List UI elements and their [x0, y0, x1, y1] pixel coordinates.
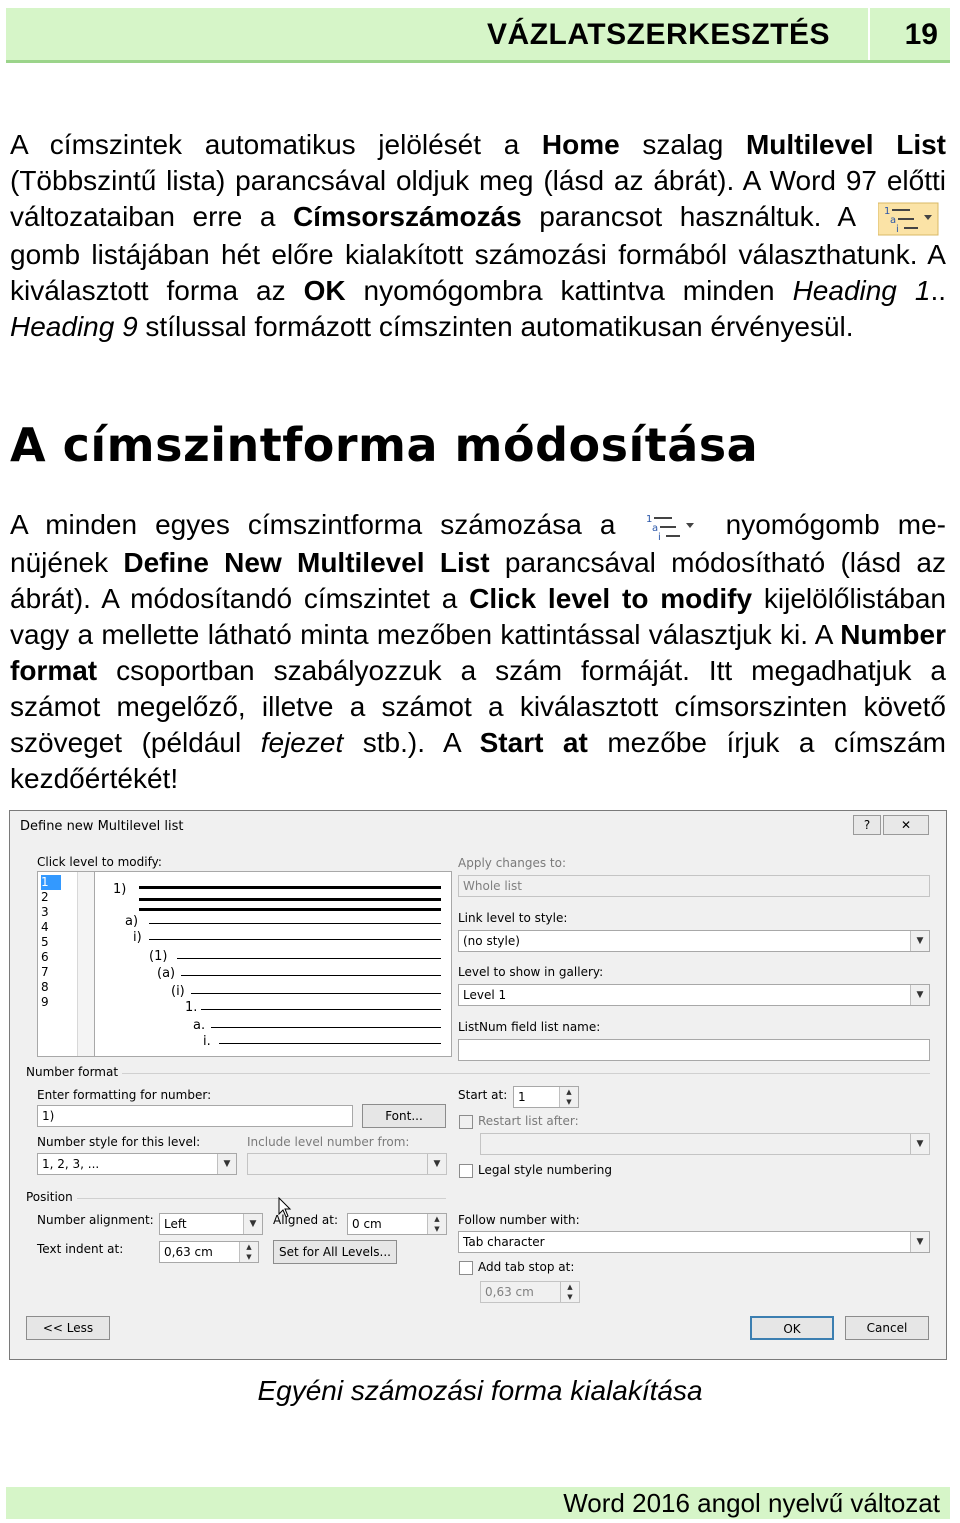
text: A minden egyes címszintforma számozása a	[10, 509, 634, 540]
preview-label: a.	[193, 1018, 206, 1033]
intro-paragraph	[10, 127, 946, 345]
text: stb.). A	[343, 726, 480, 758]
link-level-label: Link level to style:	[458, 911, 568, 925]
preview-label: 1.	[185, 1000, 198, 1015]
preview-line	[139, 908, 441, 911]
text-indent-label: Text indent at:	[37, 1242, 124, 1256]
svg-text:1: 1	[884, 205, 891, 217]
text: (Többszintű lista) parancsával oldjuk meg (lásd az ábrát). A Word 97 előtti változataiban erre a	[10, 165, 946, 232]
text: A címszintek automatikus jelölését a	[10, 129, 542, 160]
svg-text:i: i	[896, 223, 899, 235]
text: stílussal formázott címszinten automatikusan érvényesül.	[137, 310, 854, 342]
page-number: 19	[904, 18, 938, 51]
level-list[interactable]	[37, 871, 95, 1057]
italic-text: fejezet	[260, 726, 344, 758]
field-value: Whole list	[463, 879, 522, 893]
bold-text: Multilevel List	[745, 129, 946, 160]
alignment-dropdown[interactable]	[159, 1213, 263, 1235]
preview-label: (a)	[157, 966, 176, 981]
italic-text: Heading 9	[10, 310, 138, 342]
field-value: (no style)	[463, 934, 520, 948]
add-tab-stop-spinner	[480, 1281, 580, 1303]
preview-line	[219, 1043, 441, 1044]
text: nyomógombra kattintva minden	[345, 274, 793, 306]
level-list-scrollbar[interactable]	[77, 872, 94, 1056]
position-divider	[26, 1198, 446, 1199]
gallery-level-label: Level to show in gallery:	[458, 965, 604, 979]
follow-number-label: Follow number with:	[458, 1213, 580, 1227]
number-format-group-label: Number format	[26, 1065, 122, 1079]
link-level-dropdown[interactable]	[458, 930, 930, 952]
chevron-down-icon[interactable]: ▼	[910, 985, 929, 1005]
chevron-down-icon[interactable]: ▼	[910, 1232, 929, 1252]
number-style-label: Number style for this level:	[37, 1135, 201, 1149]
level-item[interactable]: 1	[41, 875, 61, 890]
field-value: 0 cm	[352, 1217, 382, 1231]
cancel-button[interactable]: Cancel	[845, 1316, 929, 1340]
aligned-at-spinner[interactable]	[347, 1213, 447, 1235]
chevron-down-icon: ▼	[427, 1154, 446, 1174]
preview-label: a)	[125, 914, 139, 929]
restart-list-dropdown	[480, 1133, 930, 1155]
position-group-label: Position	[26, 1190, 77, 1204]
text: parancsával módosítható (lásd az ábrát). A módosítandó címszintet a	[10, 546, 946, 614]
text: csoportban szabályozzuk a szám formáját. Itt megadhatjuk a számot megelőző, illetve a számot a kiválasztott címsorszinten követő szöveget (például	[10, 654, 946, 758]
text: gomb listájában hét előre kialakított számozási formából választhatunk. A kiválasztott forma az	[10, 238, 946, 306]
level-item[interactable]: 2	[41, 890, 49, 904]
preview-box[interactable]	[94, 871, 452, 1057]
define-multilevel-list-dialog	[9, 810, 947, 1360]
figure-caption: Egyéni számozási forma kialakítása	[257, 1375, 703, 1406]
svg-text:a: a	[651, 522, 658, 534]
svg-text:1: 1	[645, 513, 652, 525]
multilevel-list-icon	[640, 509, 702, 545]
bold-text: Home	[541, 129, 620, 160]
apply-changes-field	[458, 875, 930, 897]
preview-line	[211, 1027, 441, 1028]
text: nyomógomb menüjének	[10, 509, 946, 578]
svg-text:a: a	[890, 214, 897, 226]
listnum-field[interactable]	[458, 1039, 930, 1061]
chevron-down-icon[interactable]: ▼	[243, 1214, 262, 1234]
listnum-label: ListNum field list name:	[458, 1020, 601, 1034]
level-item[interactable]: 5	[41, 935, 49, 949]
start-at-label: Start at:	[458, 1088, 508, 1102]
level-item[interactable]: 4	[41, 920, 49, 934]
page-footer	[6, 1487, 950, 1519]
field-value: Tab character	[463, 1235, 545, 1249]
close-button[interactable]: ✕	[883, 815, 929, 835]
preview-line	[191, 993, 441, 994]
legal-numbering-label: Legal style numbering	[478, 1163, 612, 1177]
level-item[interactable]: 7	[41, 965, 49, 979]
set-for-all-levels-button[interactable]: Set for All Levels...	[273, 1240, 397, 1264]
preview-label: i.	[203, 1034, 211, 1049]
mouse-cursor-icon	[278, 1197, 292, 1219]
field-value: Left	[164, 1217, 187, 1231]
header-divider	[868, 8, 870, 60]
include-level-label: Include level number from:	[247, 1135, 410, 1149]
add-tab-stop-checkbox[interactable]	[459, 1261, 473, 1275]
svg-text:i: i	[657, 531, 661, 543]
multilevel-list-icon	[878, 201, 940, 237]
preview-line	[149, 923, 441, 924]
gallery-level-dropdown[interactable]	[458, 984, 930, 1006]
bold-text: OK	[303, 274, 346, 306]
text: parancsot használtuk. A	[521, 201, 873, 232]
spinner-arrows-icon[interactable]: ▲ ▼	[559, 1087, 578, 1107]
follow-number-dropdown[interactable]	[458, 1231, 930, 1253]
text: kijelölőlistában vagy a mellette látható minta mezőben kattintással választjuk ki. A	[10, 582, 947, 650]
field-value: Level 1	[463, 988, 507, 1002]
page-header	[6, 8, 950, 63]
preview-label: (i)	[171, 984, 185, 999]
preview-label: 1)	[113, 882, 127, 897]
chevron-down-icon: ▼	[910, 1134, 929, 1154]
footer-text: Word 2016 angol nyelvű változat	[563, 1488, 940, 1518]
level-item[interactable]: 3	[41, 905, 49, 919]
bold-text: Number format	[10, 618, 946, 686]
spinner-arrows-icon: ▲ ▼	[560, 1282, 579, 1302]
number-style-dropdown[interactable]	[37, 1153, 237, 1175]
text: szalag	[619, 129, 746, 160]
body-paragraph	[10, 507, 946, 797]
text: mezőbe írjuk a címszám kezdőértékét!	[10, 726, 946, 794]
include-level-dropdown	[247, 1153, 447, 1175]
font-button[interactable]: Font...	[362, 1104, 446, 1128]
spinner-arrows-icon[interactable]: ▲ ▼	[239, 1242, 258, 1262]
start-at-spinner[interactable]	[513, 1086, 579, 1108]
field-value: 1, 2, 3, ...	[42, 1157, 100, 1171]
preview-line	[177, 958, 441, 959]
preview-line	[149, 939, 441, 940]
number-format-divider	[26, 1073, 930, 1074]
click-level-label: Click level to modify:	[37, 855, 162, 869]
help-button[interactable]: ?	[853, 815, 881, 835]
bold-text: Start at	[479, 726, 588, 758]
level-item[interactable]: 8	[41, 980, 49, 994]
chevron-down-icon[interactable]: ▼	[217, 1154, 236, 1174]
add-tab-stop-label: Add tab stop at:	[478, 1260, 575, 1274]
apply-changes-label: Apply changes to:	[458, 856, 567, 870]
field-value: 0,63 cm	[485, 1285, 534, 1299]
bold-text: Define New Multilevel List	[123, 546, 490, 578]
legal-numbering-checkbox[interactable]	[459, 1164, 473, 1178]
section-heading: A címszintforma módosítása	[10, 418, 759, 472]
aligned-at-label: Aligned at:	[273, 1213, 339, 1227]
alignment-label: Number alignment:	[37, 1213, 154, 1227]
field-value: 1)	[42, 1109, 55, 1123]
dialog-title: Define new Multilevel list	[20, 819, 184, 834]
field-value: 1	[518, 1090, 526, 1104]
text-indent-spinner[interactable]	[159, 1241, 259, 1263]
ok-button[interactable]: OK	[750, 1316, 834, 1340]
italic-text: Heading 1	[792, 274, 931, 306]
preview-label: (1)	[149, 949, 168, 964]
running-title: VÁZLATSZERKESZTÉS	[487, 18, 830, 51]
preview-line	[139, 886, 441, 889]
spinner-arrows-icon[interactable]: ▲ ▼	[427, 1214, 446, 1234]
text: ..	[930, 274, 946, 306]
chevron-down-icon[interactable]: ▼	[910, 931, 929, 951]
bold-text: Click level to modify	[469, 582, 753, 614]
less-button[interactable]: << Less	[26, 1316, 110, 1340]
number-format-input[interactable]	[37, 1105, 353, 1127]
preview-line	[139, 898, 441, 901]
field-value: 0,63 cm	[164, 1245, 213, 1259]
bold-text: Címsorszámozás	[292, 201, 522, 232]
level-item[interactable]: 6	[41, 950, 49, 964]
preview-line	[201, 1009, 441, 1010]
preview-label: i)	[133, 930, 142, 945]
level-item[interactable]: 9	[41, 995, 49, 1009]
restart-list-checkbox[interactable]	[459, 1115, 473, 1129]
restart-list-label: Restart list after:	[478, 1114, 579, 1128]
preview-line	[181, 975, 441, 976]
enter-formatting-label: Enter formatting for number:	[37, 1088, 212, 1102]
